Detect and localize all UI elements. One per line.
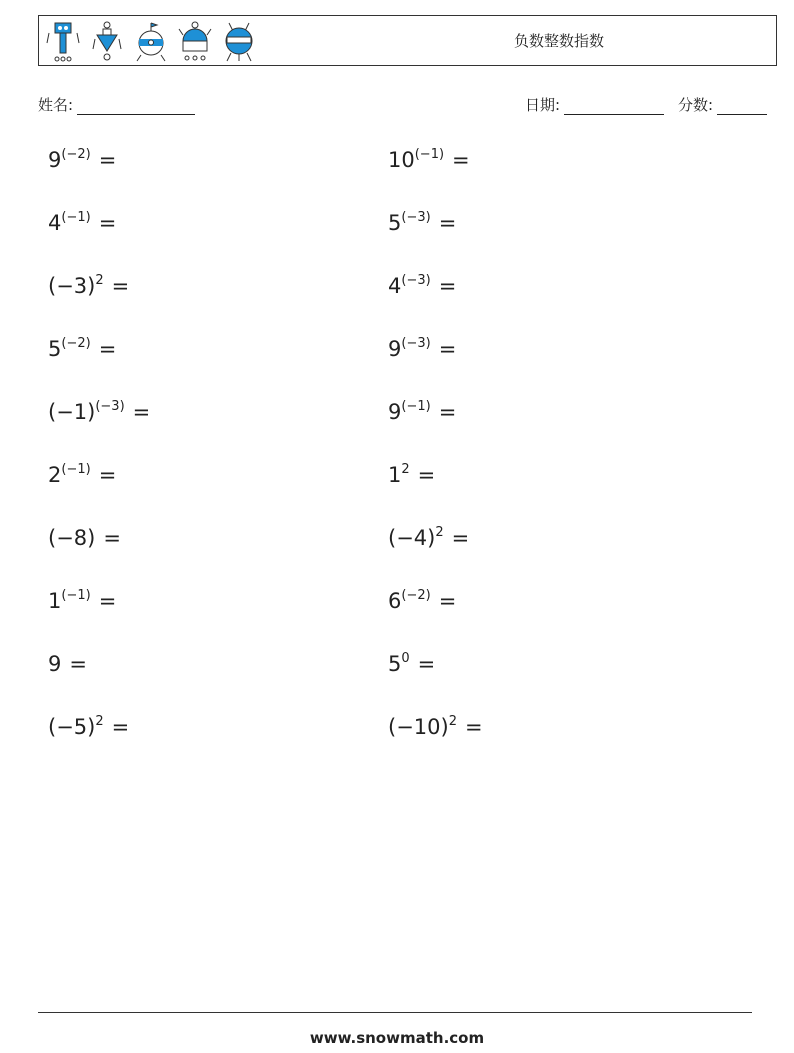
date-blank[interactable] — [564, 98, 664, 115]
problem-item — [388, 526, 469, 550]
problem-base: (−3) — [48, 274, 96, 298]
name-label: 姓名: — [38, 96, 74, 114]
equals-sign: = — [98, 337, 117, 361]
problem-exponent: (−1) — [61, 210, 91, 225]
robot-icon — [175, 19, 215, 63]
problem-item — [48, 526, 121, 550]
problem-base: 9 — [48, 652, 62, 676]
problem-exponent: 0 — [401, 651, 410, 666]
problem-item — [388, 337, 456, 361]
equals-sign: = — [69, 652, 87, 676]
equals-sign: = — [464, 715, 483, 739]
problem-item — [388, 463, 435, 487]
problem-base: (−10) — [388, 715, 449, 739]
equals-sign: = — [98, 589, 117, 613]
problem-exponent: (−1) — [401, 399, 431, 414]
equals-sign: = — [98, 211, 117, 235]
equals-sign: = — [451, 526, 470, 550]
score-blank[interactable] — [717, 98, 767, 115]
problem-item — [388, 652, 435, 676]
problem-base: 4 — [48, 211, 62, 235]
problem-exponent: 2 — [448, 714, 457, 729]
problem-base: 1 — [48, 589, 62, 613]
robot-icons — [43, 19, 259, 63]
problem-base: 2 — [48, 463, 62, 487]
equals-sign: = — [452, 148, 470, 172]
problem-base: 4 — [388, 274, 402, 298]
problem-base: (−1) — [48, 400, 96, 424]
problem-base: 6 — [388, 589, 402, 613]
problem-exponent: (−3) — [401, 210, 431, 225]
problem-item — [388, 589, 456, 613]
equals-sign: = — [98, 463, 117, 487]
equals-sign: = — [438, 337, 457, 361]
problem-exponent: (−1) — [61, 462, 91, 477]
equals-sign: = — [417, 463, 436, 487]
problem-item — [48, 274, 129, 298]
problem-base: 9 — [388, 337, 402, 361]
equals-sign: = — [132, 400, 151, 424]
worksheet-header — [38, 15, 777, 66]
problem-base: (−4) — [388, 526, 436, 550]
problem-item — [48, 337, 116, 361]
problem-exponent: (−3) — [401, 336, 431, 351]
equals-sign: = — [417, 652, 436, 676]
equals-sign: = — [98, 148, 117, 172]
problem-item — [388, 715, 483, 739]
date-label: 日期: — [525, 96, 561, 114]
problem-item — [48, 211, 116, 235]
problem-exponent: (−1) — [61, 588, 91, 603]
robot-icon — [87, 19, 127, 63]
problem-exponent: (−1) — [414, 147, 445, 162]
worksheet-title: 负数整数指数 — [513, 32, 604, 50]
problem-item — [48, 148, 116, 172]
problem-base: 5 — [388, 652, 402, 676]
problem-item — [388, 148, 470, 172]
problem-exponent: 2 — [401, 462, 410, 477]
problem-item — [48, 715, 129, 739]
problem-exponent: (−2) — [61, 147, 91, 162]
problem-base: 5 — [48, 337, 62, 361]
equals-sign: = — [111, 274, 130, 298]
problem-item — [388, 274, 456, 298]
problem-item — [48, 652, 87, 676]
problem-exponent: (−3) — [95, 399, 125, 414]
problem-exponent: 2 — [435, 525, 444, 540]
problem-exponent: 2 — [95, 714, 104, 729]
equals-sign: = — [438, 274, 457, 298]
equals-sign: = — [103, 526, 121, 550]
equals-sign: = — [438, 211, 457, 235]
problem-base: (−5) — [48, 715, 96, 739]
footer-divider — [38, 1012, 752, 1013]
problem-item — [48, 463, 116, 487]
problem-exponent: (−3) — [401, 273, 431, 288]
name-field — [38, 94, 195, 115]
equals-sign: = — [111, 715, 130, 739]
robot-icon — [131, 19, 171, 63]
problem-item — [48, 589, 116, 613]
score-field — [678, 94, 767, 115]
problem-base: 9 — [388, 400, 402, 424]
problem-exponent: (−2) — [61, 336, 91, 351]
problem-exponent: (−2) — [401, 588, 431, 603]
equals-sign: = — [438, 400, 457, 424]
problem-base: 5 — [388, 211, 402, 235]
problem-item — [388, 400, 456, 424]
robot-icon — [43, 19, 83, 63]
problem-base: (−8) — [48, 526, 96, 550]
score-label: 分数: — [678, 96, 714, 114]
problem-base: 9 — [48, 148, 62, 172]
problem-item — [48, 400, 150, 424]
footer-url: www.snowmath.com — [309, 1029, 485, 1047]
robot-icon — [219, 19, 259, 63]
name-blank[interactable] — [77, 98, 195, 115]
problem-base: 10 — [388, 148, 415, 172]
problem-item — [388, 211, 456, 235]
problem-base: 1 — [388, 463, 402, 487]
equals-sign: = — [438, 589, 457, 613]
problem-exponent: 2 — [95, 273, 104, 288]
date-field — [525, 94, 664, 115]
